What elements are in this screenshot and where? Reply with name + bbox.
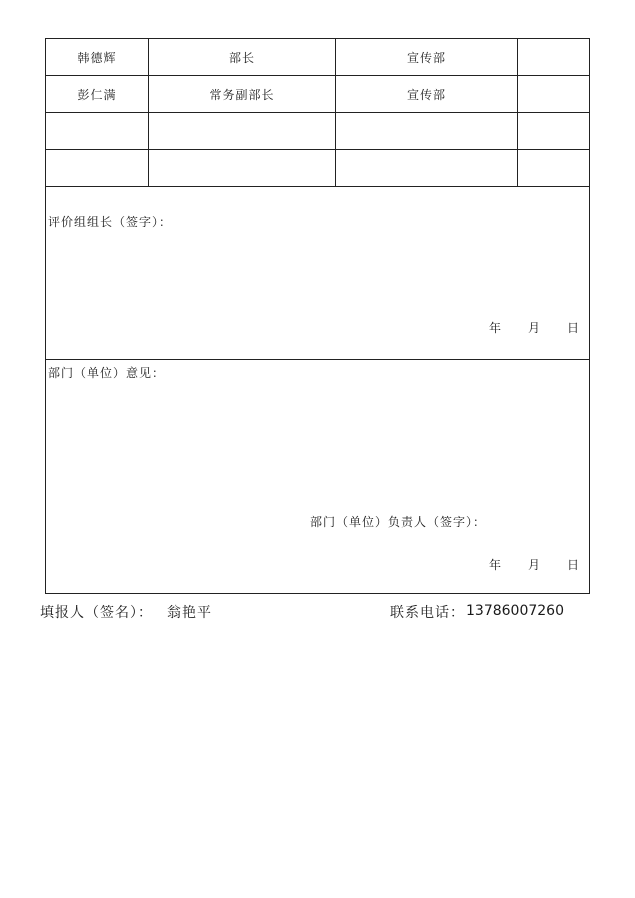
filler-name: 翁艳平	[167, 605, 212, 621]
month-label: 月	[528, 558, 541, 572]
phone-value: 13786007260	[466, 603, 564, 619]
evaluation-leader-label: 评价组组长（签字）：	[48, 215, 173, 229]
extra-cell	[518, 113, 589, 149]
personnel-form	[45, 38, 590, 594]
table-row	[46, 39, 589, 76]
filler-label: 填报人（签名）：	[40, 605, 153, 621]
department-cell: 宣传部	[336, 39, 518, 75]
position-cell: 常务副部长	[149, 76, 336, 112]
position-cell	[149, 113, 336, 149]
phone-label: 联系电话：	[390, 605, 465, 621]
department-opinion-section	[46, 360, 589, 593]
day-label: 日	[567, 321, 580, 335]
responsible-signature-label: 部门（单位）负责人（签字）：	[310, 515, 487, 529]
name-cell: 韩德辉	[46, 39, 149, 75]
day-label: 日	[567, 558, 580, 572]
position-cell	[149, 150, 336, 186]
name-cell: 彭仁满	[46, 76, 149, 112]
extra-cell	[518, 150, 589, 186]
department-cell	[336, 113, 518, 149]
table-row	[46, 76, 589, 113]
extra-cell	[518, 39, 589, 75]
position-cell: 部长	[149, 39, 336, 75]
name-cell	[46, 113, 149, 149]
year-label: 年	[489, 321, 502, 335]
department-opinion-label: 部门（单位）意见：	[48, 366, 166, 380]
table-row	[46, 113, 589, 150]
extra-cell	[518, 76, 589, 112]
name-cell	[46, 150, 149, 186]
department-cell	[336, 150, 518, 186]
year-label: 年	[489, 558, 502, 572]
table-row	[46, 150, 589, 187]
month-label: 月	[528, 321, 541, 335]
department-cell: 宣传部	[336, 76, 518, 112]
evaluation-section	[46, 187, 589, 360]
